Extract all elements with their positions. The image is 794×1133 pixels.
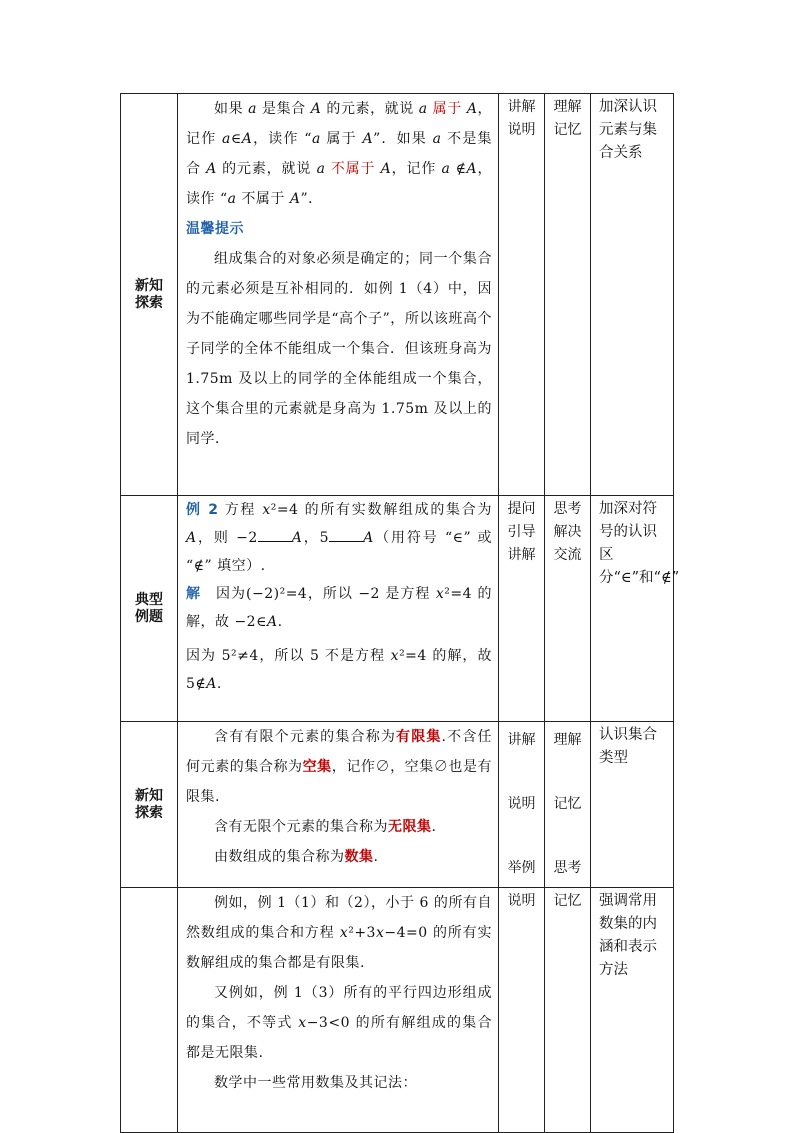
infinite-set-definition: 含有无限个元素的集合称为无限集. [214, 819, 437, 835]
example-2: 例 2 方程 x²=4 的所有实数解组成的集合为 A，则 −2 A，5 A（用符号 “∈” 或 “∉” 填空）. [186, 502, 492, 574]
teacher-activity: 说明 [499, 888, 545, 1133]
content-cell [178, 888, 499, 1133]
table-row [121, 94, 674, 496]
content-cell [178, 94, 499, 496]
table-row [121, 722, 674, 888]
lesson-plan-table [120, 93, 680, 1133]
section-label: 新知 探索 [121, 722, 178, 888]
student-activity: 理解 记忆 思考 [545, 722, 591, 888]
design-intent: 认识集合类型 [591, 722, 674, 888]
table-row [121, 888, 674, 1133]
section-label: 新知 探索 [121, 94, 178, 496]
section-label: 典型 例题 [121, 496, 178, 722]
teacher-activity: 讲解 说明 [499, 94, 545, 496]
content-cell [178, 722, 499, 888]
solution-line-2: 因为 5²≠4，所以 5 不是方程 x²=4 的解，故 5∉A. [186, 648, 492, 692]
design-intent: 加深认识元素与集合关系 [591, 94, 674, 496]
solution-line-1: 解 因为(−2)²=4，所以 −2 是方程 x²=4 的解，故 −2∈A. [186, 586, 493, 630]
tip-heading: 温馨提示 [186, 221, 244, 237]
teacher-activity: 讲解 说明 举例 [499, 722, 545, 888]
section-label [121, 888, 178, 1133]
membership-definition: 如果 a 是集合 A 的元素，就说 a 属于 A，记作 a∈A，读作 “a 属于 A”．如果 a 不是集合 A 的元素，就说 a 不属于 A，记作 a ∉A，读作 “a 不属于 A”． [186, 101, 493, 207]
infinite-set-examples: 又例如，例 1（3）所有的平行四边形组成的集合，不等式 x−3<0 的所有解组成的集合都是无限集. [186, 985, 492, 1061]
table-row [121, 496, 674, 722]
student-activity: 记忆 [545, 888, 591, 1133]
teacher-activity: 提问 引导 讲解 [499, 496, 545, 722]
design-intent: 强调常用数集的内涵和表示方法 [591, 888, 674, 1133]
student-activity: 理解 记忆 [545, 94, 591, 496]
finite-set-examples: 例如，例 1（1）和（2），小于 6 的所有自然数组成的集合和方程 x²+3x−4=0 的所有实数解组成的集合都是有限集. [186, 895, 493, 971]
tip-text: 组成集合的对象必须是确定的；同一个集合的元素必须是互补相同的．如例 1（4）中，因为不能确定哪些同学是“高个子”，所以该班高个子同学的全体不能组成一个集合．但该班身高为 1.75m 及以上的同学的全体能组成一个集合，这个集合里的元素就是身高为 1.75m 及以上的同学． [186, 251, 492, 447]
number-set-definition: 由数组成的集合称为数集. [214, 849, 379, 865]
number-sets-intro: 数学中一些常用数集及其记法： [214, 1075, 417, 1091]
content-cell [178, 496, 499, 722]
student-activity: 思考 解决 交流 [545, 496, 591, 722]
finite-set-definition: 含有有限个元素的集合称为有限集.不含任何元素的集合称为空集，记作∅，空集∅也是有限集. [186, 729, 493, 805]
design-intent: 加深对符号的认识区分“∈”和“∉” [591, 496, 674, 722]
